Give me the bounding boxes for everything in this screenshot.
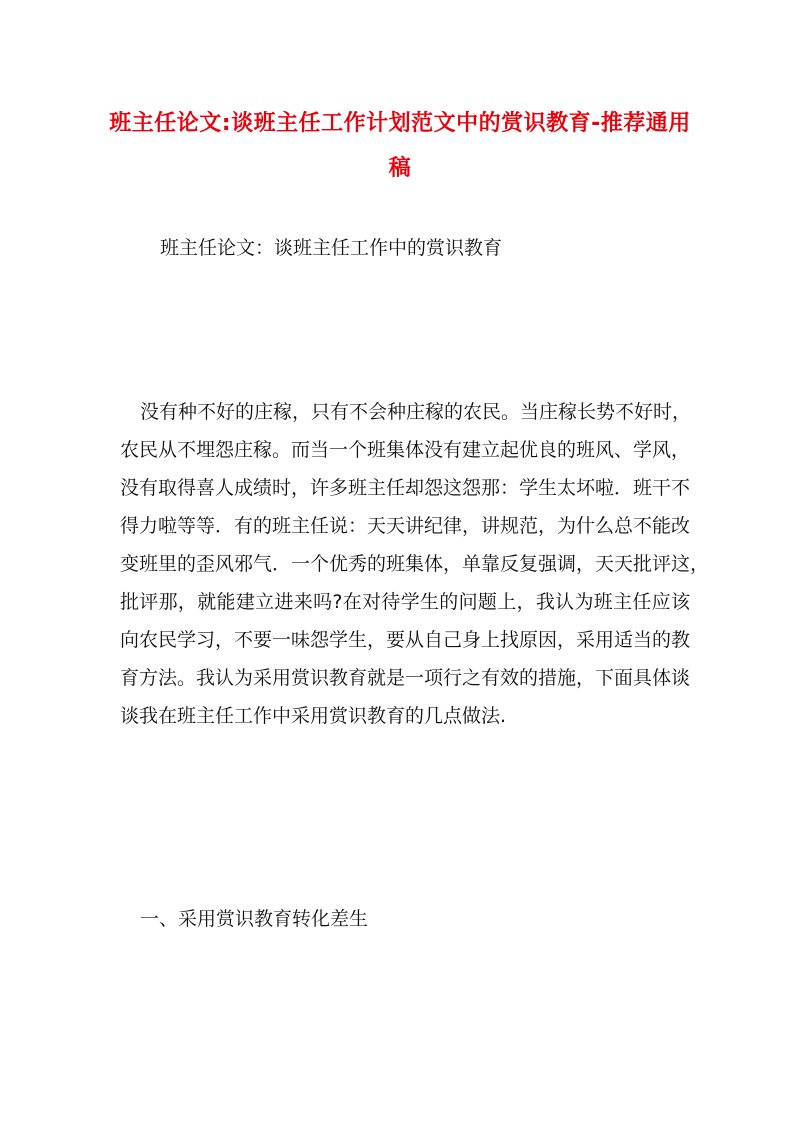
paragraph-line: 谈我在班主任工作中采用赏识教育的几点做法. [120,705,507,727]
paragraph-line: 农民从不埋怨庄稼。而当一个班集体没有建立起优良的班风、学风， [120,439,691,461]
paragraph-line: 育方法。我认为采用赏识教育就是一项行之有效的措施，下面具体谈 [120,667,691,689]
document-subtitle: 班主任论文：谈班主任工作中的赏识教育 [160,237,503,259]
document-title-line-2: 稿 [388,156,412,181]
paragraph-line: 向农民学习，不要一味怨学生，要从自己身上找原因，采用适当的教 [120,629,691,651]
paragraph-line: 变班里的歪风邪气．一个优秀的班集体，单靠反复强调，天天批评这， [120,553,710,575]
section-heading: 一、采用赏识教育转化差生 [140,908,369,930]
document-title-line-1: 班主任论文:谈班主任工作计划范文中的赏识教育-推荐通用 [109,111,691,136]
paragraph-line: 批评那，就能建立进来吗?在对待学生的问题上，我认为班主任应该 [120,591,690,613]
paragraph-line: 得力啦等等．有的班主任说：天天讲纪律，讲规范，为什么总不能改 [120,515,691,537]
paragraph-line: 没有种不好的庄稼，只有不会种庄稼的农民。当庄稼长势不好时， [140,401,692,423]
paragraph-line: 没有取得喜人成绩时，许多班主任却怨这怨那：学生太坏啦．班干不 [120,477,691,499]
